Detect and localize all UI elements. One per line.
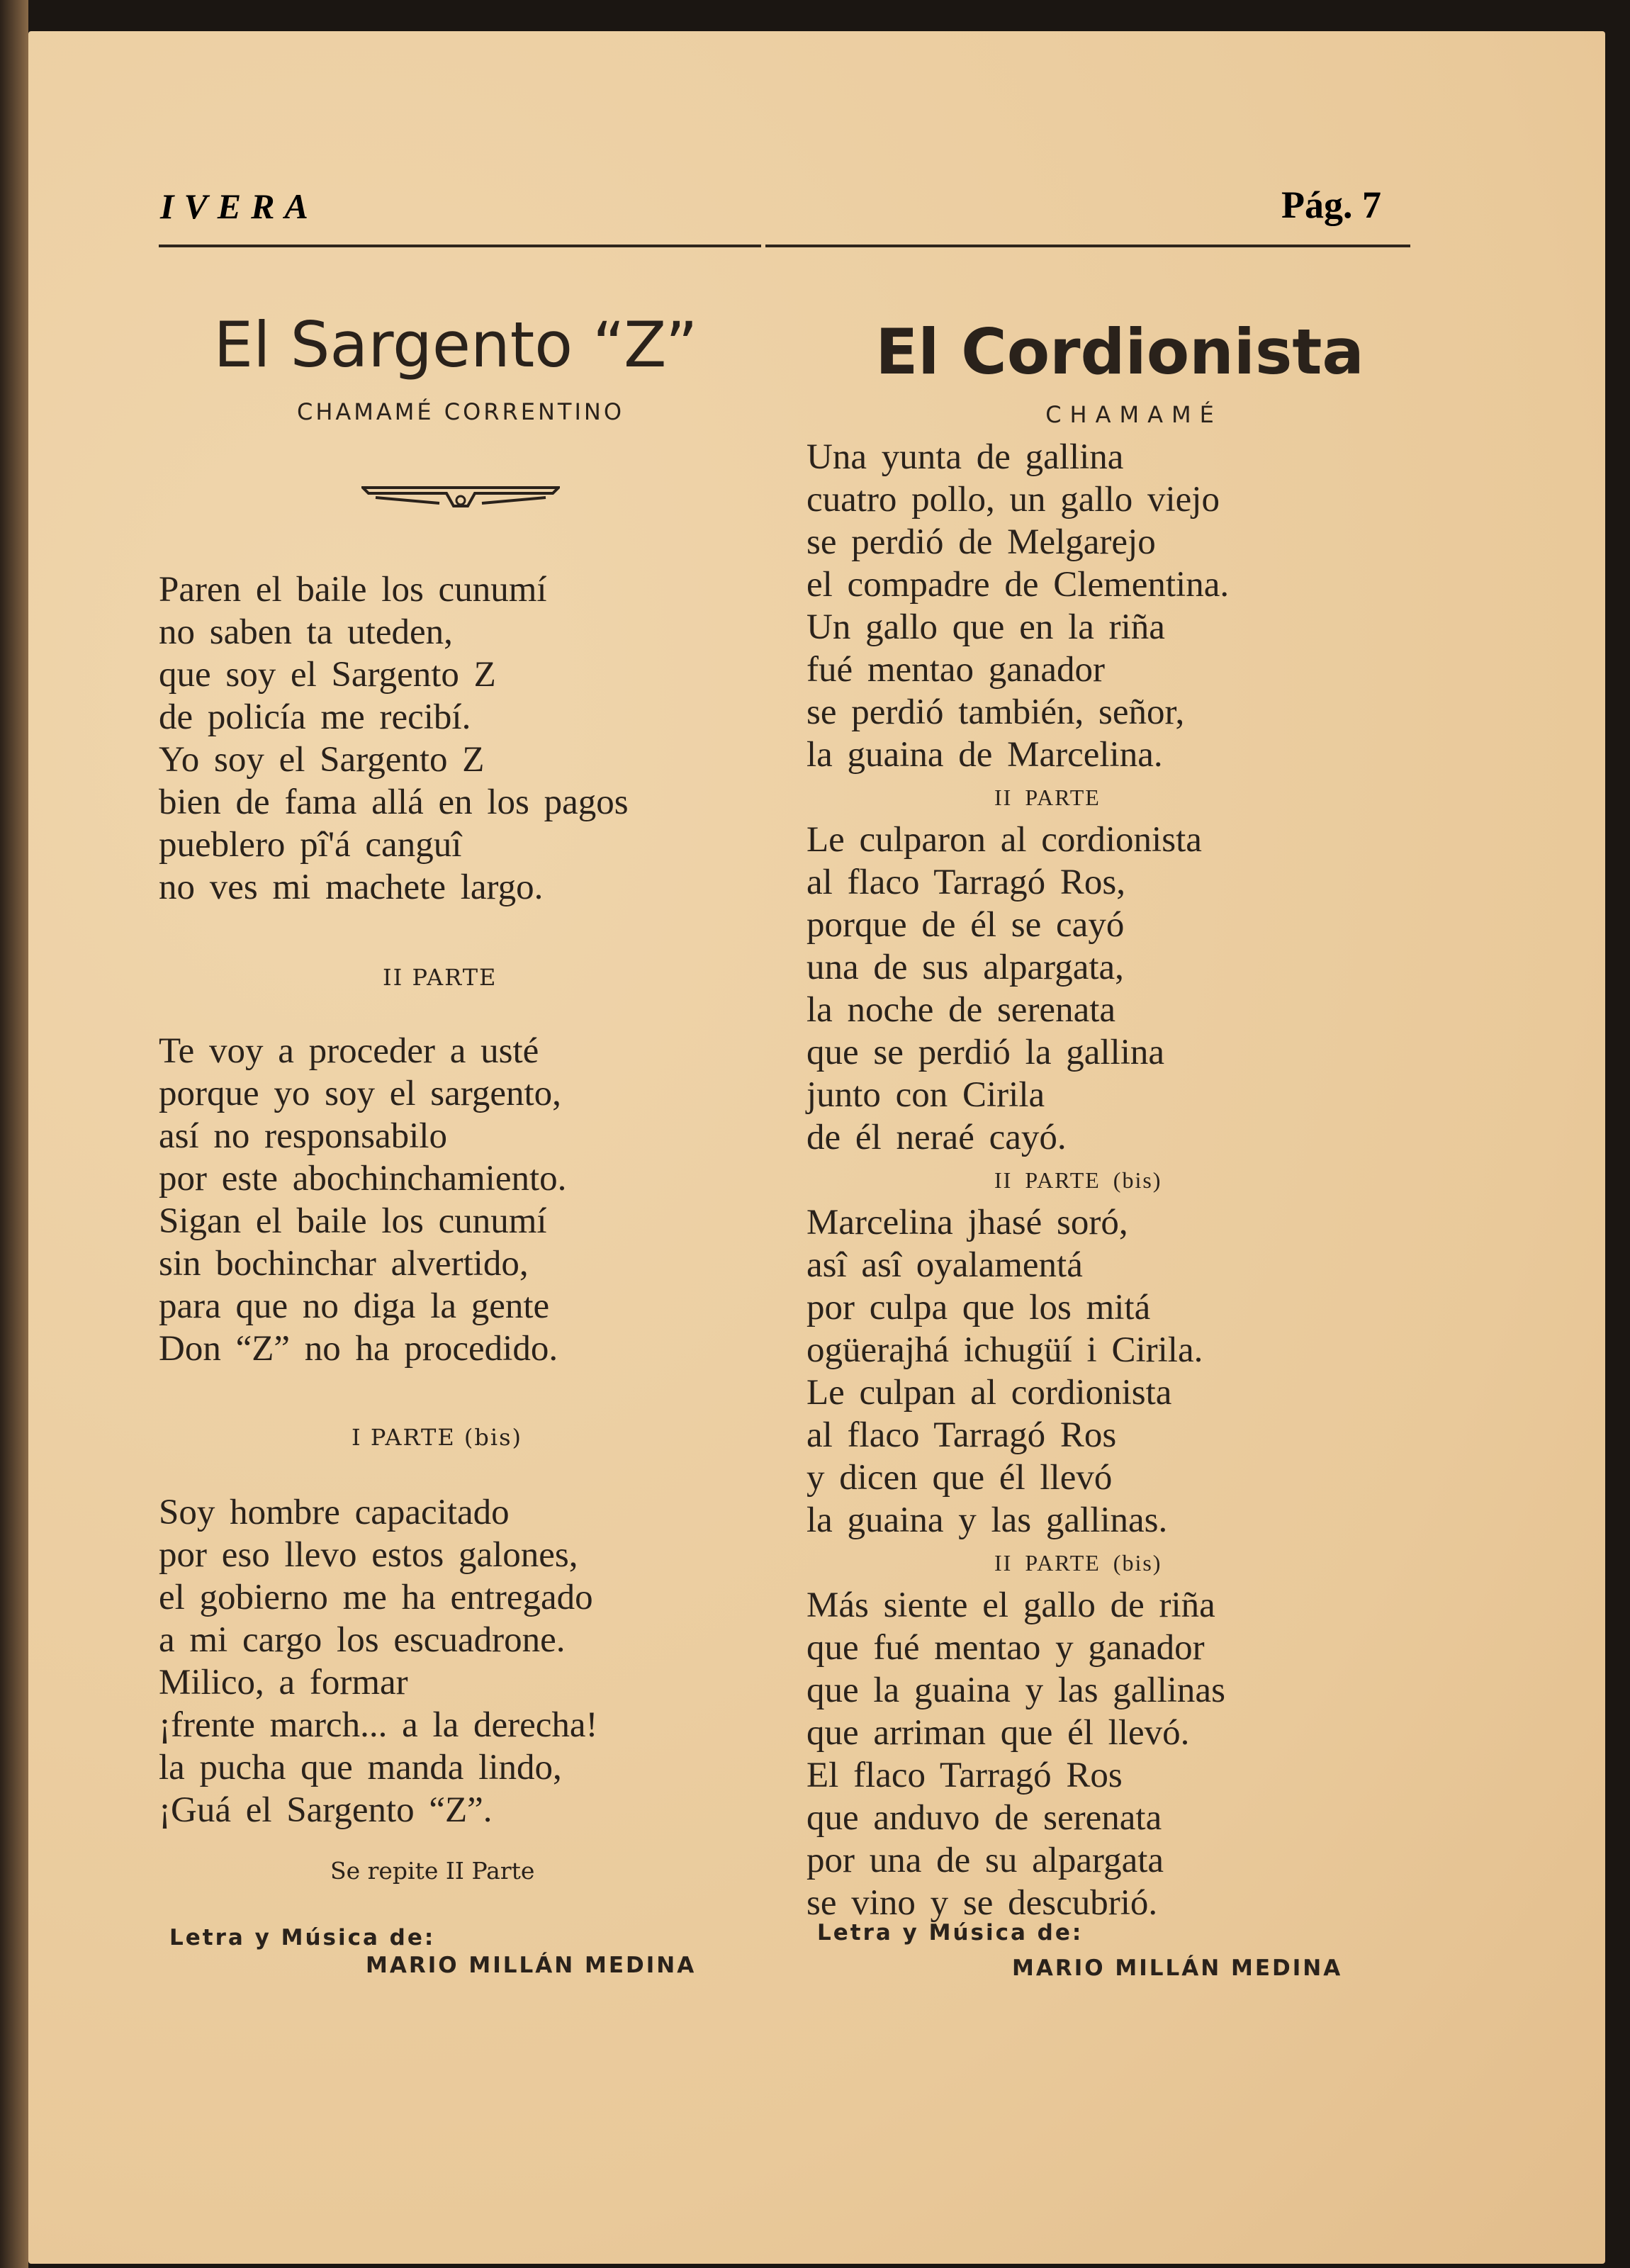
lyric-line: Soy hombre capacitado xyxy=(159,1493,510,1532)
page-binding-edge xyxy=(0,0,28,2268)
lyric-line: así no responsabilo xyxy=(159,1116,447,1156)
lyric-line: Sigan el baile los cunumí xyxy=(159,1201,547,1241)
lyric-line: ogüerajhá ichugüí i Cirila. xyxy=(806,1330,1203,1370)
lyric-line: la guaina y las gallinas. xyxy=(806,1500,1168,1540)
lyric-line: Marcelina jhasé soró, xyxy=(806,1203,1128,1242)
lyric-line: de él neraé cayó. xyxy=(806,1118,1067,1157)
lyric-line: El flaco Tarragó Ros xyxy=(806,1756,1123,1795)
lyric-line: la noche de serenata xyxy=(806,990,1116,1030)
page-number: Pág. 7 xyxy=(1281,184,1381,226)
lyric-line: al flaco Tarragó Ros xyxy=(806,1415,1117,1455)
lyric-line: asî asî oyalamentá xyxy=(806,1245,1083,1285)
lyric-line: para que no diga la gente xyxy=(159,1286,550,1326)
lyric-line: la guaina de Marcelina. xyxy=(806,735,1163,775)
lyric-line: Más siente el gallo de riña xyxy=(806,1585,1215,1625)
lyric-line: que se perdió la gallina xyxy=(806,1033,1164,1072)
lyric-line: ¡frente march... a la derecha! xyxy=(159,1705,598,1745)
lyric-line: y dicen que él llevó xyxy=(806,1458,1113,1498)
lyric-line: Le culpan al cordionista xyxy=(806,1373,1172,1413)
lyric-line: se vino y se descubrió. xyxy=(806,1883,1158,1923)
lyric-line: Paren el baile los cunumí xyxy=(159,570,547,610)
lyric-line: junto con Cirila xyxy=(806,1075,1045,1115)
lyric-line: una de sus alpargata, xyxy=(806,948,1124,987)
header-rule-right xyxy=(765,245,1410,247)
lyric-line: que anduvo de serenata xyxy=(806,1798,1162,1838)
lyric-line: Una yunta de gallina xyxy=(806,437,1124,477)
lyric-line: Le culparon al cordionista xyxy=(806,820,1202,860)
lyric-line: se perdió de Melgarejo xyxy=(806,522,1156,562)
lyric-line: no saben ta uteden, xyxy=(159,612,453,652)
left-part-label: I PARTE (bis) xyxy=(352,1424,523,1451)
header-rule-left xyxy=(159,245,761,247)
lyric-line: fué mentao ganador xyxy=(806,650,1105,690)
lyric-line: al flaco Tarragó Ros, xyxy=(806,863,1126,902)
left-stanza-3 xyxy=(159,1491,598,1831)
lyric-line: Te voy a proceder a usté xyxy=(159,1031,539,1071)
left-song-subtitle: CHAMAMÉ CORRENTINO xyxy=(296,398,625,425)
lyric-line: por este abochinchamiento. xyxy=(159,1159,567,1198)
lyric-line: que la guaina y las gallinas xyxy=(806,1671,1225,1710)
left-stanza-2 xyxy=(159,1030,566,1370)
lyric-line: a mi cargo los escuadrone. xyxy=(159,1620,566,1660)
lyric-line: bien de fama allá en los pagos xyxy=(159,782,629,822)
lyric-line: de policía me recibí. xyxy=(159,697,471,737)
repeat-note: Se repite II Parte xyxy=(330,1857,535,1885)
lyric-line: pueblero pî'á canguî xyxy=(159,825,462,865)
lyric-line: por culpa que los mitá xyxy=(806,1288,1151,1327)
lyric-line: porque de él se cayó xyxy=(806,905,1125,945)
right-lyrics xyxy=(806,436,1229,1924)
lyric-line: que fué mentao y ganador xyxy=(806,1628,1205,1668)
lyric-line: ¡Guá el Sargento “Z”. xyxy=(159,1790,493,1830)
left-stanza-1 xyxy=(159,568,629,909)
lyric-line: Milico, a formar xyxy=(159,1663,408,1702)
lyric-line: que soy el Sargento Z xyxy=(159,655,496,695)
part-label: II PARTE xyxy=(994,785,1101,810)
lyric-line: sin bochinchar alvertido, xyxy=(159,1244,529,1284)
lyric-line: el compadre de Clementina. xyxy=(806,565,1230,605)
lyric-line: que arriman que él llevó. xyxy=(806,1713,1190,1753)
lyric-line: no ves mi machete largo. xyxy=(159,868,544,907)
lyric-line: Un gallo que en la riña xyxy=(806,607,1165,647)
ornament-divider-icon xyxy=(361,482,560,517)
lyric-line: por una de su alpargata xyxy=(806,1841,1164,1880)
right-credit-label: Letra y Música de: xyxy=(817,1920,1084,1946)
right-song-subtitle: CHAMAMÉ xyxy=(1045,401,1222,428)
lyric-line: Yo soy el Sargento Z xyxy=(159,740,485,780)
lyric-line: cuatro pollo, un gallo viejo xyxy=(806,480,1220,520)
right-song-title: El Cordionista xyxy=(875,315,1364,388)
lyric-line: porque yo soy el sargento, xyxy=(159,1074,561,1113)
part-label: II PARTE (bis) xyxy=(994,1550,1162,1576)
lyric-line: se perdió también, señor, xyxy=(806,692,1185,732)
lyric-line: por eso llevo estos galones, xyxy=(159,1535,578,1575)
left-credit-name: MARIO MILLÁN MEDINA xyxy=(366,1953,697,1978)
right-credit-name: MARIO MILLÁN MEDINA xyxy=(1012,1955,1343,1981)
lyric-line: Don “Z” no ha procedido. xyxy=(159,1329,558,1369)
part-label: II PARTE (bis) xyxy=(994,1167,1162,1193)
lyric-line: el gobierno me ha entregado xyxy=(159,1578,593,1617)
magazine-name: IVERA xyxy=(160,186,318,226)
lyric-line: la pucha que manda lindo, xyxy=(159,1748,562,1787)
left-song-title: El Sargento “Z” xyxy=(213,308,698,381)
left-part-label: II PARTE xyxy=(383,964,498,991)
left-credit-label: Letra y Música de: xyxy=(169,1925,436,1950)
